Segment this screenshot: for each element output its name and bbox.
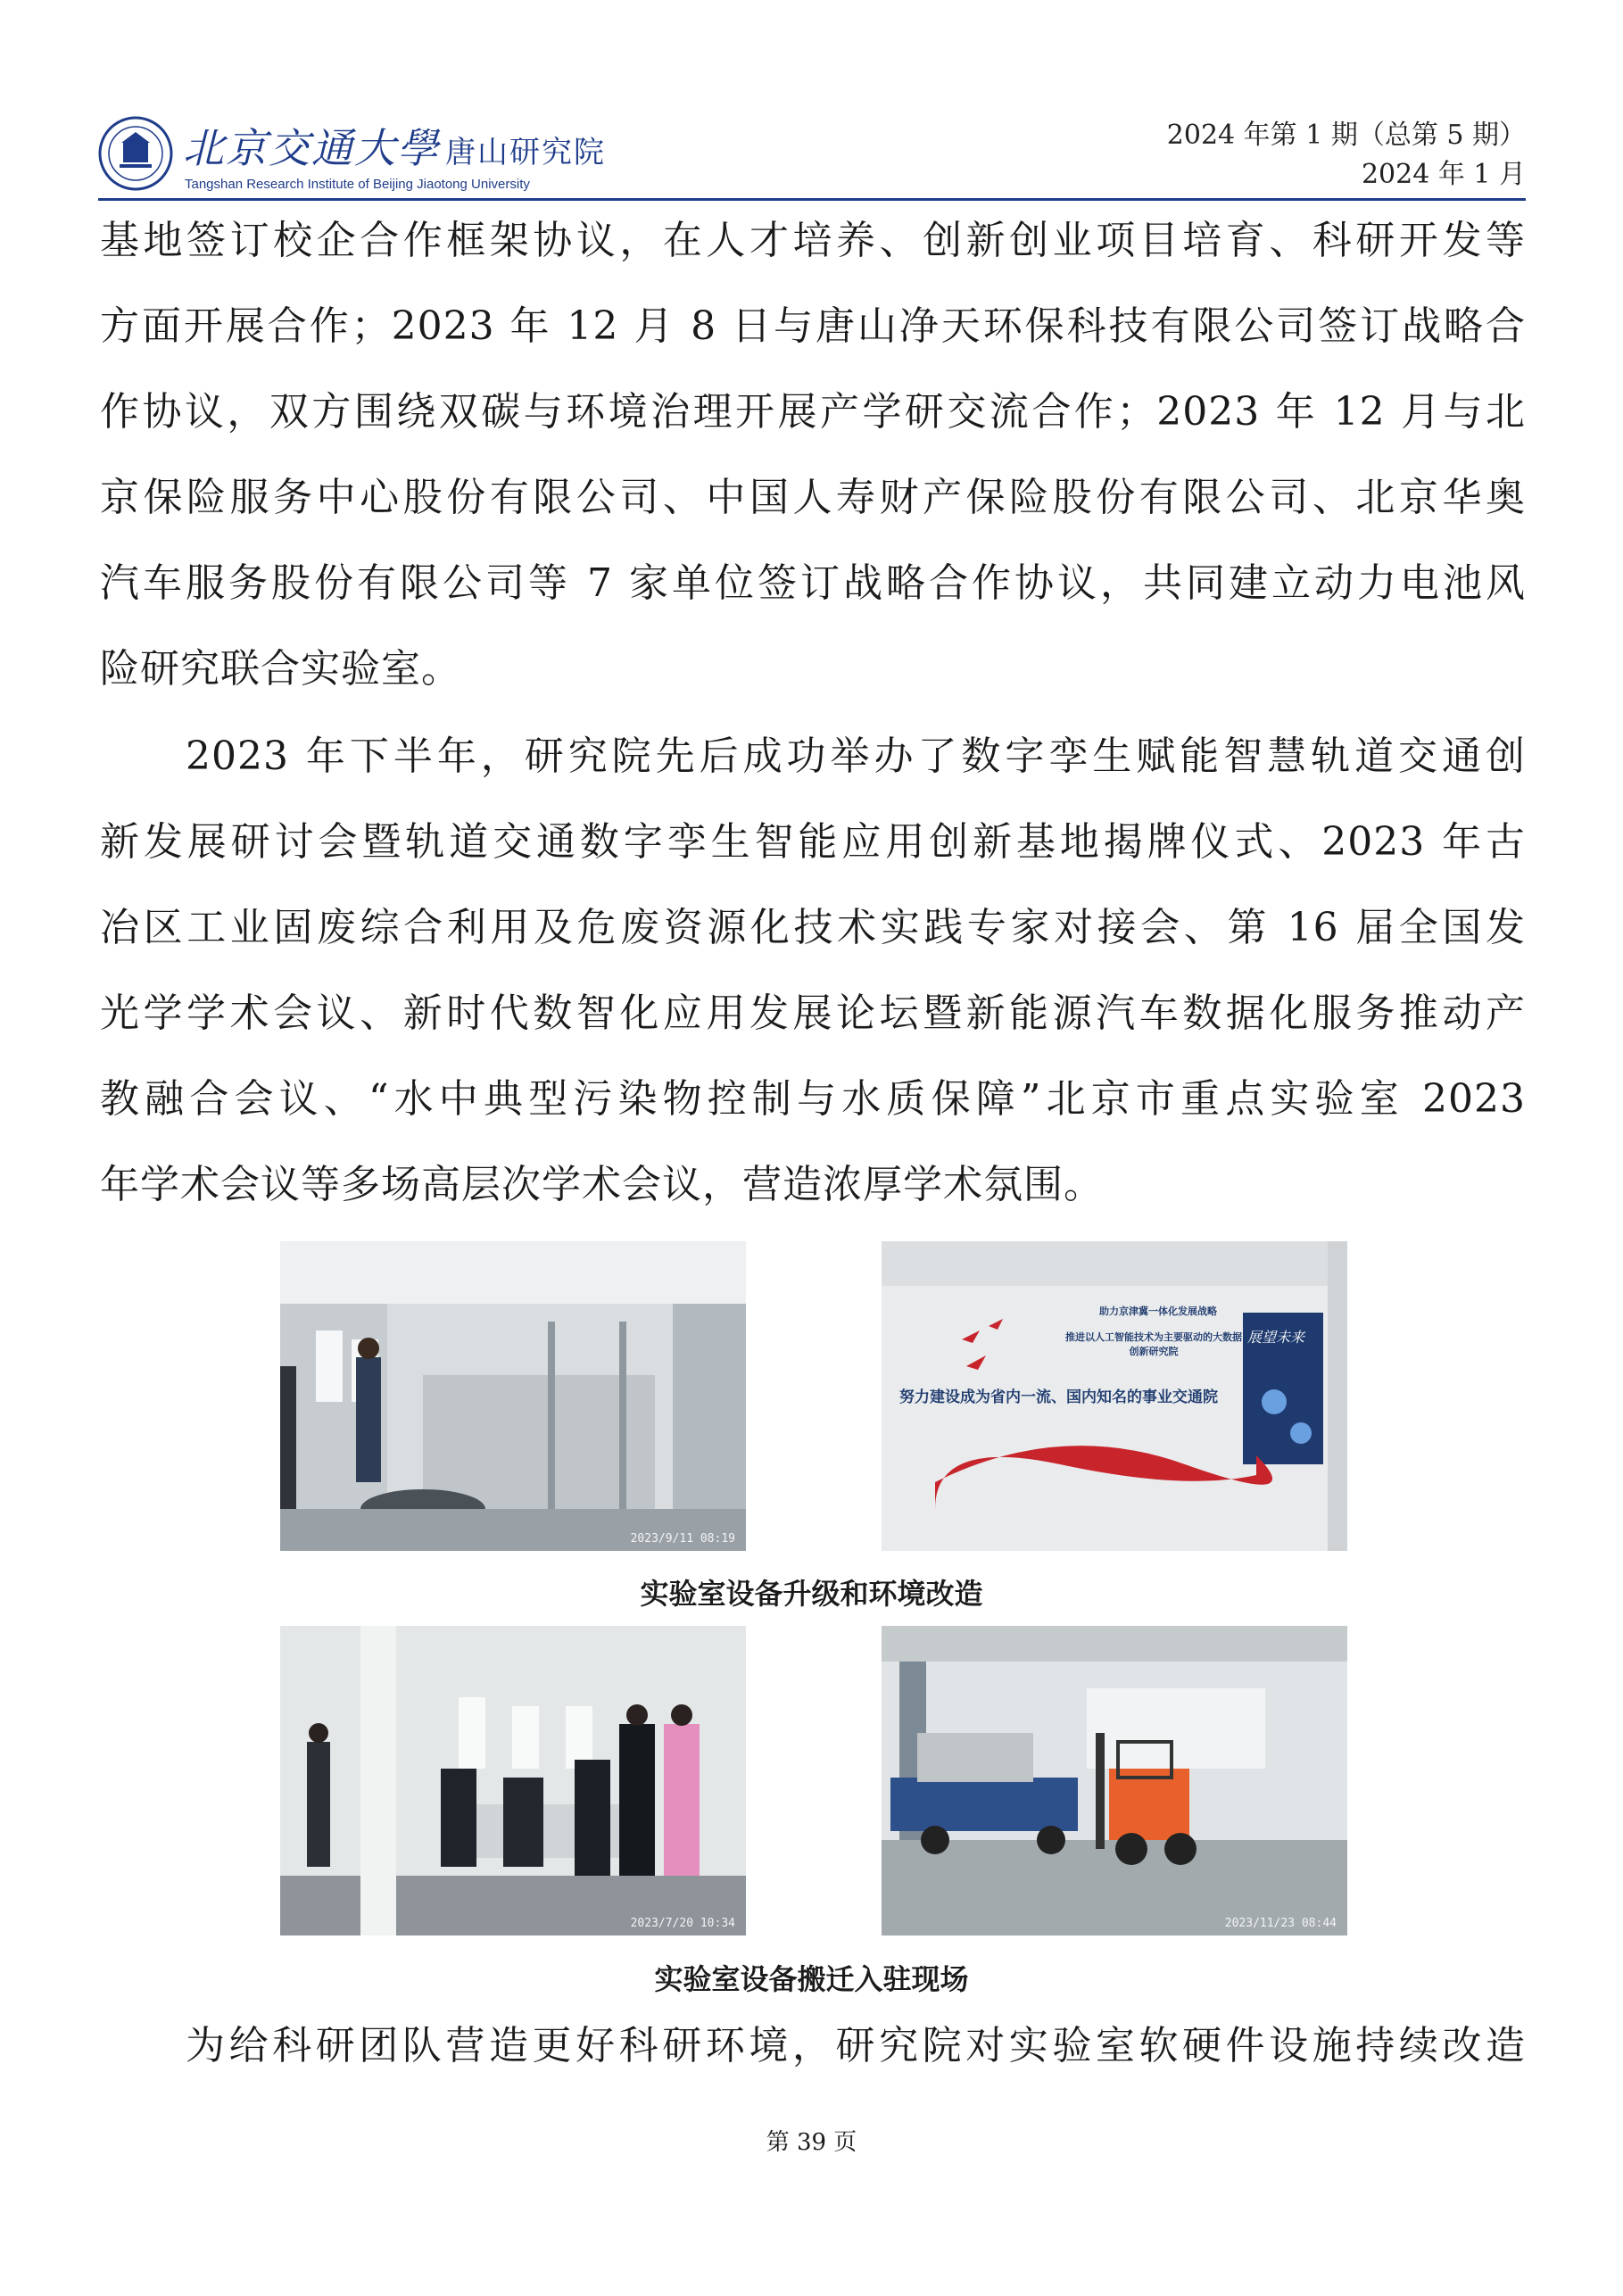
text-line: 2023 年下半年，研究院先后成功举办了数字孪生赋能智慧轨道交通创 bbox=[186, 734, 1526, 779]
wall-text-top: 助力京津冀一体化发展战略 bbox=[1099, 1305, 1217, 1317]
logo-chinese-name bbox=[183, 116, 606, 175]
text-line: 险研究联合实验室。 bbox=[100, 646, 461, 692]
paragraph-cooperation bbox=[100, 198, 1526, 712]
photo-timestamp: 2023/9/11 08:19 bbox=[630, 1532, 735, 1546]
issue-info bbox=[1167, 116, 1526, 195]
wall-art-text: 展望未来 bbox=[1247, 1329, 1305, 1346]
wall-text-middle: 推进以人工智能技术为主要驱动的大数据创新研究院 bbox=[1065, 1331, 1242, 1357]
text-line: 京保险服务中心股份有限公司、中国人寿财产保险股份有限公司、北京华奥 bbox=[100, 475, 1526, 520]
logo-university-name: 北京交通大學 bbox=[183, 124, 440, 172]
caption-moving: 实验室设备搬迁入驻现场 bbox=[654, 1962, 969, 1996]
issue-number: 2024 年第 1 期（总第 5 期） bbox=[1166, 120, 1526, 151]
photo-moving-equipment-indoor bbox=[280, 1626, 746, 1935]
text-line: 冶区工业固废综合利用及危废资源化技术实践专家对接会、第 16 届全国发 bbox=[100, 905, 1526, 950]
paragraph-lab-renovation bbox=[100, 2003, 1526, 2089]
logo-english-name: Tangshan Research Institute of Beijing Jiaotong University bbox=[185, 177, 530, 192]
photo-lab-wall-slogan bbox=[882, 1241, 1347, 1551]
photo-timestamp: 2023/7/20 10:34 bbox=[630, 1917, 735, 1930]
caption-lab-upgrade: 实验室设备升级和环境改造 bbox=[640, 1577, 983, 1611]
text-line: 光学学术会议、新时代数智化应用发展论坛暨新能源汽车数据化服务推动产 bbox=[100, 991, 1526, 1036]
photo-forklift-unloading bbox=[882, 1626, 1347, 1935]
page-number: 第 39 页 bbox=[766, 2129, 857, 2156]
text-line: 作协议，双方围绕双碳与环境治理开展产学研交流合作；2023 年 12 月与北 bbox=[100, 389, 1526, 435]
logo-institute-name: 唐山研究院 bbox=[445, 135, 606, 170]
institute-logo bbox=[98, 107, 669, 205]
text-line: 汽车服务股份有限公司等 7 家单位签订战略合作协议，共同建立动力电池风 bbox=[100, 560, 1526, 606]
text-line: 年学术会议等多场高层次学术会议，营造浓厚学术氛围。 bbox=[100, 1162, 1104, 1207]
text-line: 方面开展合作；2023 年 12 月 8 日与唐山净天环保科技有限公司签订战略合 bbox=[100, 303, 1526, 349]
text-line: 为给科研团队营造更好科研环境，研究院对实验室软硬件设施持续改造 bbox=[186, 2023, 1526, 2068]
photo-timestamp: 2023/11/23 08:44 bbox=[1224, 1917, 1337, 1930]
page-header bbox=[98, 107, 1526, 205]
issue-date: 2024 年 1 月 bbox=[1361, 159, 1526, 190]
paragraph-conferences bbox=[100, 714, 1526, 1228]
university-seal-icon bbox=[98, 116, 173, 191]
photo-lab-interior bbox=[280, 1241, 746, 1551]
text-line: 教融合会议、“水中典型污染物控制与水质保障”北京市重点实验室 2023 bbox=[100, 1076, 1526, 1122]
wall-slogan: 努力建设成为省内一流、国内知名的事业交通院 bbox=[899, 1388, 1218, 1406]
text-line: 新发展研讨会暨轨道交通数字孪生智能应用创新基地揭牌仪式、2023 年古 bbox=[100, 819, 1526, 865]
text-line: 基地签订校企合作框架协议，在人才培养、创新创业项目培育、科研开发等 bbox=[100, 218, 1526, 263]
